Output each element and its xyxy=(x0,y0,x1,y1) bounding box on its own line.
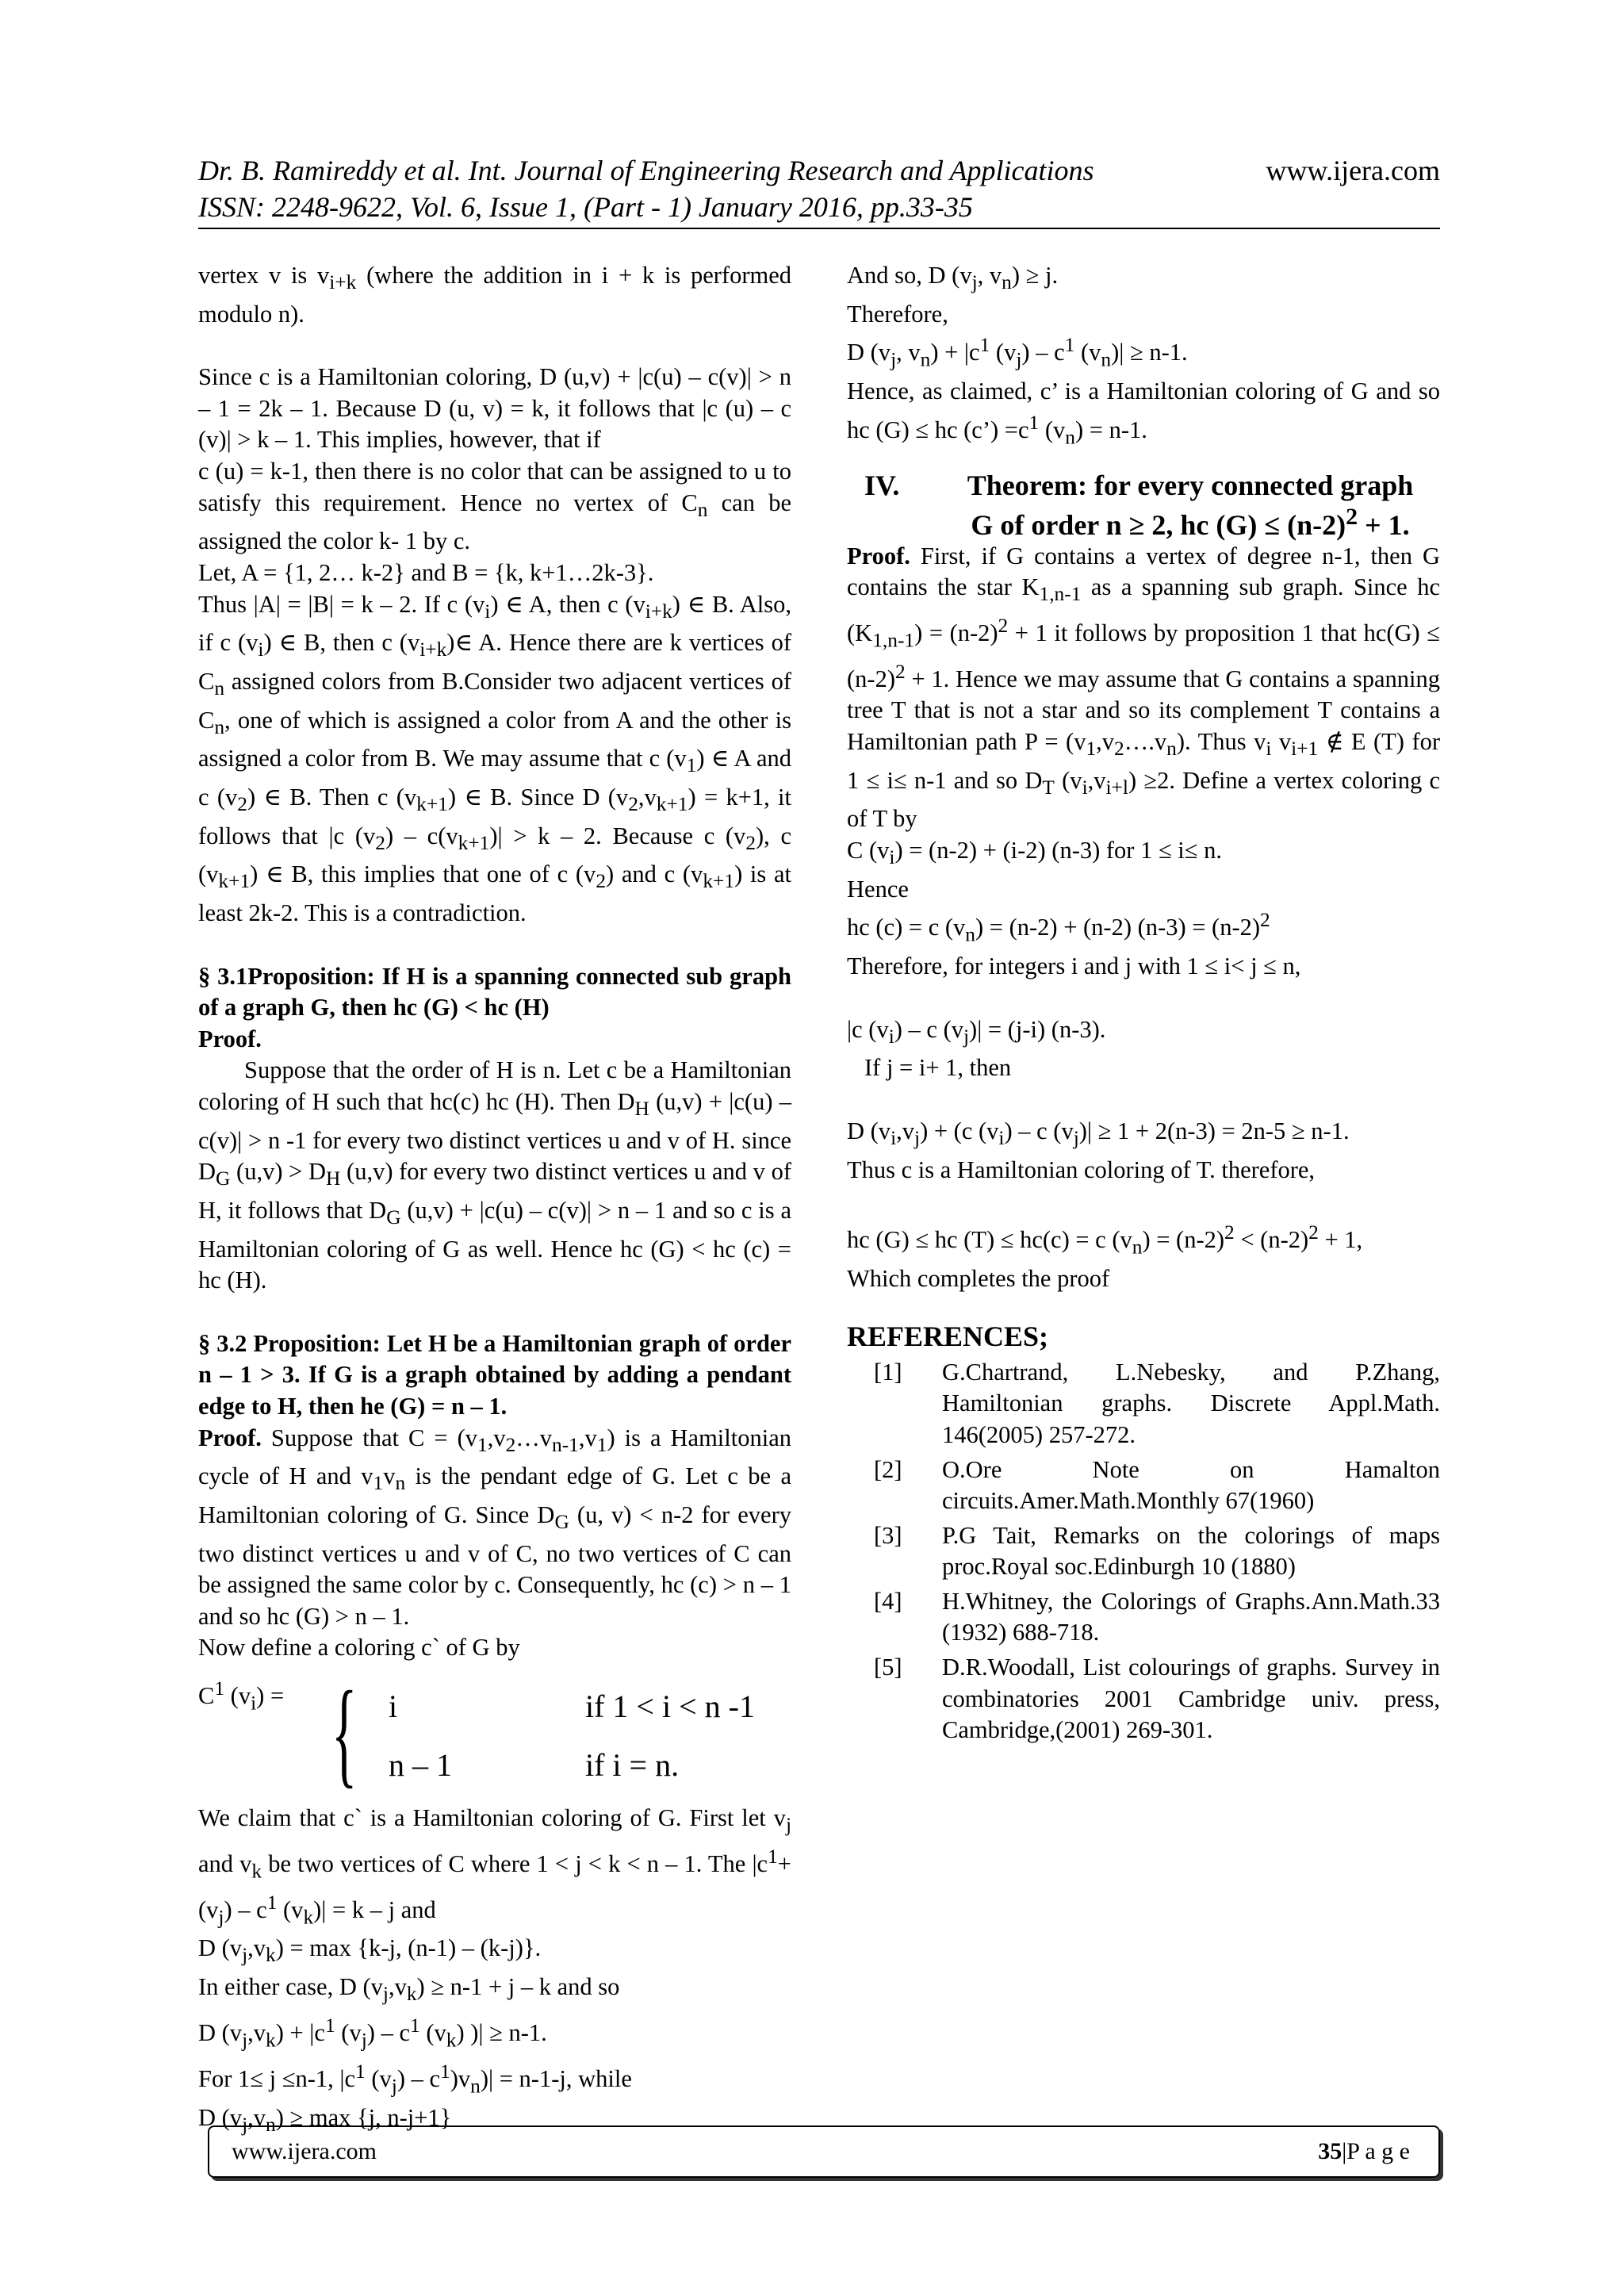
line-thus-c: Thus c is a Hamiltonian coloring of T. therefore, xyxy=(847,1156,1316,1183)
section-iv-heading-line2: G of order n ≥ 2, hc $(G) \le (n-2)^2 + 1$. xyxy=(971,503,1410,541)
line-d-bound: D $(v_i,v_j) + (c$ $(v_i)$ – c $(v_j)| \ge 1 + 2(n-3) = 2n-5 \ge n-1$. xyxy=(847,1117,1350,1150)
paragraph-hamiltonian-coloring: Since c is a Hamiltonian coloring, D (u,v) + |c(u) – c(v)| > n – 1 = 2k – 1. Because D (u, v) = k, it follows that |c (u) – c (v)| > k – 1. This implies, however, that if xyxy=(198,363,791,454)
line-hc-value: hc (c) = c $(v_n) = (n-2) + (n-2) (n-3) = (n-2)^2$ xyxy=(847,909,1270,946)
line-hence-claimed: Hence, as claimed, c’ is a Hamiltonian coloring of G and so hc (G) ≤ hc (c’) $=c^1$ $(v_n) = n-1$. xyxy=(847,378,1440,448)
reference-item: [2] O.Ore Note on Hamalton circuits.Amer.Math.Monthly 67(1960) xyxy=(874,1455,1440,1515)
page-footer xyxy=(208,2125,1440,2178)
left-column xyxy=(198,260,791,2141)
line-either-case: In either case, D $(v_j,v_k) \ge n-1 + j - k$ and so xyxy=(198,1973,620,2006)
left-brace: { xyxy=(331,1667,358,1800)
section-iv-heading xyxy=(847,470,1440,501)
theorem-proof: Proof. First, if G contains a vertex of degree n-1, then G contains the star $K_{1,n-1}$ as a spanning sub graph. Since hc $(K_{1,n-1}) = (n-2)^2 + 1$ it follows by proposition 1 that $hc(G) \le (n-2)^2 + 1$. Hence we may assume that G contains a spanning tree T that is not a star and so its complement T contains a Hamiltonian path $P = (v_1,v_2\dots.v_n)$. Thus $v_i$ $v_{i+1}$ ∉ E (T) for 1 ≤ i≤ n-1 and so $D_T$ $(v_i,v_{i+l}) \ge 2$. Define a vertex coloring c of T by xyxy=(847,542,1441,833)
case-row1-condition: if 1 < i < n -1 xyxy=(585,1688,755,1725)
proof-label-3-1: Proof. xyxy=(198,1025,262,1052)
proposition-3-2-title: § 3.2 Proposition: Let H be a Hamiltonian graph of order n – 1 > 3. If G is a graph obtained by adding a pendant edge to H, then he (G) = n – 1. xyxy=(198,1329,791,1420)
right-column xyxy=(847,260,1440,1750)
line-last: D $(v_j,v_n) \ge \max \{j$, n-j+1} xyxy=(198,2103,452,2136)
case-row1-value: i xyxy=(389,1688,398,1725)
line-therefore: Therefore, xyxy=(847,300,948,328)
reference-item: [3] P.G Tait, Remarks on the colorings of maps proc.Royal soc.Edinburgh 10 (1880) xyxy=(874,1521,1440,1581)
line-and-so: And so, D ($v_j$, $v_n) \ge j$. xyxy=(847,262,1059,294)
paragraph-sets: Let, A = {1, 2… k-2} and B = {k, k+1…2k-3}. xyxy=(198,558,654,586)
footer-page-number: 35|P a g e xyxy=(1318,2138,1410,2164)
line-sum: D $(v_j,v_k) + |c^1$ $(v_j) - c^1$ $(v_k)$ )| ≥ n-1. xyxy=(198,2014,547,2052)
piecewise-definition xyxy=(198,1667,791,1800)
line-d-sum: D ($v_j$, $v_n) + |c^1$ $(v_j) - c^1$ $(v_n)| \ge n-1$. xyxy=(847,334,1188,371)
references-heading: REFERENCES; xyxy=(847,1320,1049,1352)
header-url[interactable]: www.ijera.com xyxy=(1266,155,1440,186)
line-integers: Therefore, for integers i and j with 1 ≤ i< j ≤ n, xyxy=(847,953,1301,980)
header-rule xyxy=(198,228,1440,229)
header-citation: Dr. B. Ramireddy et al. Int. Journal of Engineering Research and Applications xyxy=(198,155,1094,186)
define-coloring: Now define a coloring c` of G by xyxy=(198,1634,520,1662)
line-final-bound: hc (G) ≤ hc (T) ≤ hc(c) = c $(v_n) = (n-2)^2 < (n-2)^2 + 1$, xyxy=(847,1221,1363,1259)
line-if-j: If j = i+ 1, then xyxy=(864,1054,1012,1082)
line-diff: |c $(v_i)$ – c $(v_j)| = (j-i)$ (n-3). xyxy=(847,1015,1106,1048)
case-row2-condition: if i = n. xyxy=(585,1747,680,1784)
section-number: IV. xyxy=(864,469,900,501)
line-hence: Hence xyxy=(847,875,909,903)
reference-item: [4] H.Whitney, the Colorings of Graphs.Ann.Math.33 (1932) 688-718. xyxy=(874,1587,1440,1646)
running-header xyxy=(198,152,1440,225)
section-title-line1: Theorem: for every connected graph xyxy=(967,469,1414,501)
proposition-3-2-proof: Proof. Suppose that $C = (v_1,v_2\dots v_{n-1},v_1)$ is a Hamiltonian cycle of H and $v_1v_n$ is the pendant edge of G. Let c be a Hamiltonian coloring of G. Since $D_G$ (u, v) < n-2 for every two distinct vertices u and v of C, no two vertices of C can be assigned the same color by c. Consequently, hc (c) > n – 1 and so hc (G) > n – 1. xyxy=(198,1424,791,1630)
paragraph-contradiction: Thus |A| = |B| = k – 2. If c $(v_i)$ ∈ A, then c $(v_{i+k})$ ∈ B. Also, if c $(v_i)$ ∈ B, then c $(v_{i+k})\in$ A. Hence there are k vertices of $C_n$ assigned colors from B.Consider two adjacent vertices of $C_n$, one of which is assigned a color from A and the other is assigned a color from B. We may assume that c $(v_1)$ ∈ A and c $(v_2)$ ∈ B. Then c $(v_{k+1})$ ∈ B. Since D $(v_2,v_{k+1}) = k+1$, it follows that |c $(v_2) - c(v_{k+1})| > k - 2$. Because c $(v_2)$, c $(v_{k+1})$ ∈ B, this implies that one of c $(v_2)$ and c $(v_{k+1})$ is at least 2k-2. This is a contradiction. xyxy=(198,590,792,927)
references-list xyxy=(847,1357,1440,1746)
paragraph-vertex: vertex v is $v_{i+k}$ (where the addition in i + k is performed modulo n). xyxy=(198,262,791,328)
footer-url[interactable]: www.ijera.com xyxy=(232,2138,377,2164)
reference-item: [5] D.R.Woodall, List colourings of graphs. Survey in combinatories 2001 Cambridge univ. press, Cambridge,(2001) 269-301. xyxy=(874,1654,1440,1744)
proposition-3-1-title: § 3.1Proposition: If H is a spanning connected sub graph of a graph G, then hc (G) < hc (H) xyxy=(198,962,791,1022)
line-dmax: D $(v_j,v_k) = \max \{k-j$, (n-1) – (k-j)}. xyxy=(198,1934,542,1967)
coloring-definition: C $(v_i) = (n-2) + (i-2)$ (n-3) for 1 ≤ i≤ n. xyxy=(847,837,1223,869)
case-row2-value: n – 1 xyxy=(389,1747,452,1784)
reference-item: [1] G.Chartrand, L.Nebesky, and P.Zhang, Hamiltonian graphs. Discrete Appl.Math. 146(2005) 257-272. xyxy=(874,1358,1440,1448)
paragraph-claim: We claim that c` is a Hamiltonian coloring of G. First let $v_j$ and $v_k$ be two vertices of C where 1 < j < k < n – 1. The $|c^1+ (v_j) - c^1$ $(v_k)| = k - j$ and xyxy=(198,1804,791,1928)
header-issn: ISSN: 2248-9622, Vol. 6, Issue 1, (Part - 1) January 2016, pp.33-35 xyxy=(198,191,973,223)
paragraph-no-color: c (u) = k-1, then there is no color that can be assigned to u to satisfy this requirement. Hence no vertex of $C_n$ can be assigned the color k- 1 by c. xyxy=(198,458,791,555)
case-label: $C^1$ $(v_i)$ = xyxy=(198,1677,285,1715)
proposition-3-1-proof: Suppose that the order of H is n. Let c be a Hamiltonian coloring of H such that hc(c) hc (H). Then $D_H$ (u,v) + |c(u) – c(v)| > n -1 for every two distinct vertices u and v of H. since $D_G$ $(u,v) > D_H$ (u,v) for every two distinct vertices u and v of H, it follows that $D_G$ (u,v) + |c(u) – c(v)| > n – 1 and so c is a Hamiltonian coloring of G as well. Hence hc (G) < hc (c) = hc (H). xyxy=(198,1056,791,1294)
line-completes: Which completes the proof xyxy=(847,1265,1110,1293)
line-for: For 1≤ j ≤n-1, $|c^1$ $(v_j) - c^1)v_n)| = n-1-j$, while xyxy=(198,2060,632,2097)
